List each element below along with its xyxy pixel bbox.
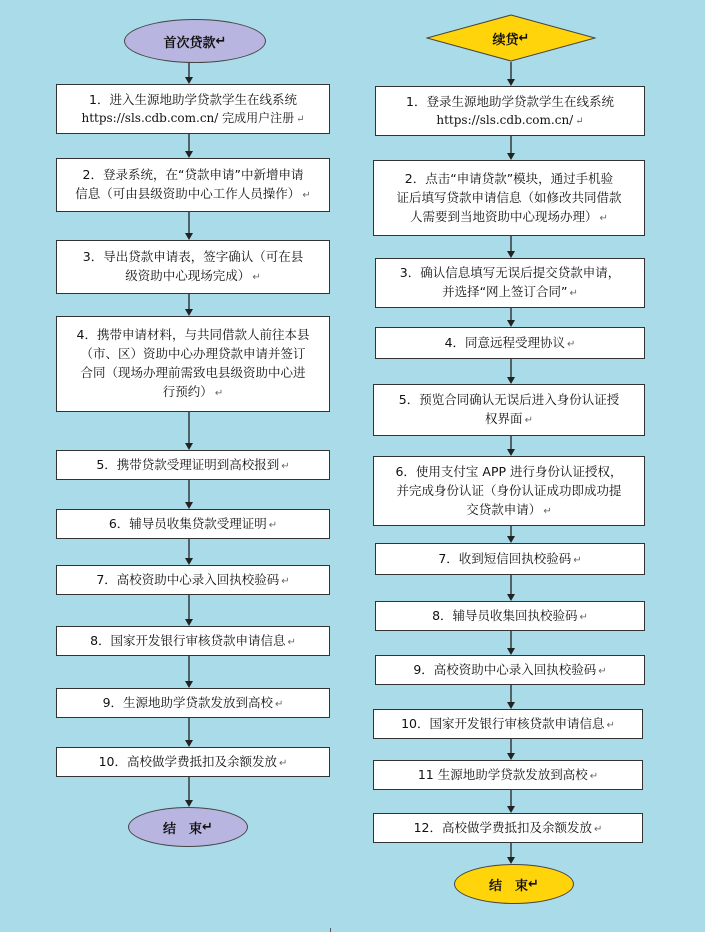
right-step-8: [375, 601, 645, 631]
right-step-3: [375, 258, 645, 308]
right-start-label: 续贷: [492, 32, 519, 48]
right-step-6-line2: 并完成身份认证（身份认证成功即成功提: [396, 482, 622, 498]
connector-arrowhead: [185, 502, 193, 509]
connector-arrowhead: [185, 558, 193, 565]
right-step-6: [373, 456, 645, 526]
connector-arrowhead: [185, 233, 193, 240]
left-step-6: [56, 509, 330, 539]
left-step-3-line1: 3．导出贷款申请表，签字确认（可在县: [82, 249, 304, 264]
connector-arrowhead: [507, 536, 515, 543]
left-step-9-line1: 9．生源地助学贷款发放到高校 ↵: [102, 694, 284, 710]
left-start-oval: 首次贷款 ↵: [124, 19, 266, 63]
right-step-7: [375, 543, 645, 575]
left-step-6-line1: 6．辅导员收集贷款受理证明 ↵: [108, 515, 278, 531]
right-step-9: [375, 655, 645, 685]
right-step-3-line2: 并选择“网上签订合同” ↵: [442, 284, 578, 299]
connector-arrowhead: [507, 594, 515, 601]
left-step-1-line1: 1．进入生源地助学贷款学生在线系统: [89, 91, 297, 107]
left-step-10-line1: 10．高校做学费抵扣及余额发放 ↵: [98, 753, 288, 769]
connector-arrowhead: [185, 619, 193, 626]
left-step-8: [56, 626, 330, 656]
right-end-oval: 结 束 ↵: [454, 864, 574, 904]
right-step-1-line2: https://sls.cdb.com.cn/ ↵: [436, 112, 584, 127]
left-step-4-line4: 行预约） ↵: [162, 384, 224, 399]
left-step-5: [56, 450, 330, 480]
right-start-diamond: 续贷 ↵: [426, 14, 596, 62]
left-step-1: [56, 84, 330, 134]
left-step-4-line1: 4．携带申请材料，与共同借款人前往本县: [76, 327, 310, 342]
right-step-3-line1: 3．确认信息填写无误后提交贷款申请，: [399, 265, 621, 280]
right-step-1-line1: 1．登录生源地助学贷款学生在线系统: [406, 93, 614, 109]
connector-arrowhead: [507, 753, 515, 760]
connector-arrowhead: [507, 153, 515, 160]
page-bottom-mark: [330, 928, 331, 932]
connector-arrowhead: [185, 800, 193, 807]
right-step-7-line1: 7．收到短信回执校验码 ↵: [438, 550, 582, 566]
right-step-8-line1: 8．辅导员收集回执校验码 ↵: [432, 607, 588, 623]
right-step-10-line1: 10．国家开发银行审核贷款申请信息 ↵: [401, 715, 615, 731]
right-step-11-line1: 11 生源地助学贷款发放到高校 ↵: [417, 766, 599, 782]
left-step-5-line1: 5．携带贷款受理证明到高校报到 ↵: [96, 456, 290, 472]
connector-arrowhead: [507, 320, 515, 327]
left-end-oval: 结 束 ↵: [128, 807, 248, 847]
right-step-5: [373, 384, 645, 436]
left-start-label: 首次贷款: [163, 35, 216, 51]
left-step-3-line2: 级资助中心现场完成） ↵: [125, 268, 261, 283]
left-step-2-line2: 信息（可由县级资助中心工作人员操作） ↵: [75, 186, 311, 201]
connector-arrowhead: [185, 151, 193, 158]
connector-arrowhead: [507, 806, 515, 813]
right-step-10: [373, 709, 643, 739]
left-step-4-line2: （市、区）资助中心办理贷款申请并签订: [80, 346, 306, 361]
left-step-7-line1: 7．高校资助中心录入回执校验码 ↵: [96, 571, 290, 587]
left-step-2: [56, 158, 330, 212]
connector-arrowhead: [185, 309, 193, 316]
right-end-label: 结 束: [489, 878, 529, 894]
left-step-1-line2: https://sls.cdb.com.cn/ 完成用户注册 ↵: [81, 110, 305, 125]
right-step-12-line1: 12．高校做学费抵扣及余额发放 ↵: [413, 819, 603, 835]
connector-arrowhead: [507, 449, 515, 456]
right-step-2-line3: 人需要到当地资助中心现场办理） ↵: [410, 208, 608, 224]
right-step-1: [375, 86, 645, 136]
connector-arrowhead: [507, 251, 515, 258]
right-step-5-line2: 权界面 ↵: [485, 411, 533, 426]
left-step-8-line1: 8．国家开发银行审核贷款申请信息 ↵: [90, 632, 296, 648]
left-step-4-line3: 合同（现场办理前需致电县级资助中心进: [80, 365, 306, 380]
connector-arrowhead: [185, 443, 193, 450]
right-step-2-line2: 证后填写贷款申请信息（如修改共同借款: [396, 189, 622, 205]
right-step-12: [373, 813, 643, 843]
left-step-9: [56, 688, 330, 718]
left-step-3: [56, 240, 330, 294]
left-end-label: 结 束: [163, 821, 203, 837]
right-step-2-line1: 2．点击“申请贷款”模块，通过手机验: [404, 170, 614, 186]
left-step-7: [56, 565, 330, 595]
connector-arrowhead: [507, 377, 515, 384]
right-step-2: [373, 160, 645, 236]
right-step-5-line1: 5．预览合同确认无误后进入身份认证授: [398, 392, 620, 407]
connector-arrowhead: [185, 740, 193, 747]
connector-arrowhead: [507, 702, 515, 709]
right-step-4: [375, 327, 645, 359]
connector-arrowhead: [507, 857, 515, 864]
connector-arrowhead: [507, 648, 515, 655]
left-step-2-line1: 2．登录系统，在“贷款申请”中新增申请: [82, 167, 304, 182]
right-step-6-line1: 6．使用支付宝 APP 进行身份认证授权，: [395, 463, 623, 479]
connector-arrowhead: [185, 681, 193, 688]
right-step-11: [373, 760, 643, 790]
connector-arrowhead: [507, 79, 515, 86]
right-step-4-line1: 4．同意远程受理协议 ↵: [444, 334, 576, 350]
left-step-10: [56, 747, 330, 777]
right-step-9-line1: 9．高校资助中心录入回执校验码 ↵: [413, 661, 607, 677]
connector-arrowhead: [185, 77, 193, 84]
right-step-6-line3: 交贷款申请） ↵: [466, 501, 552, 517]
left-step-4: [56, 316, 330, 412]
